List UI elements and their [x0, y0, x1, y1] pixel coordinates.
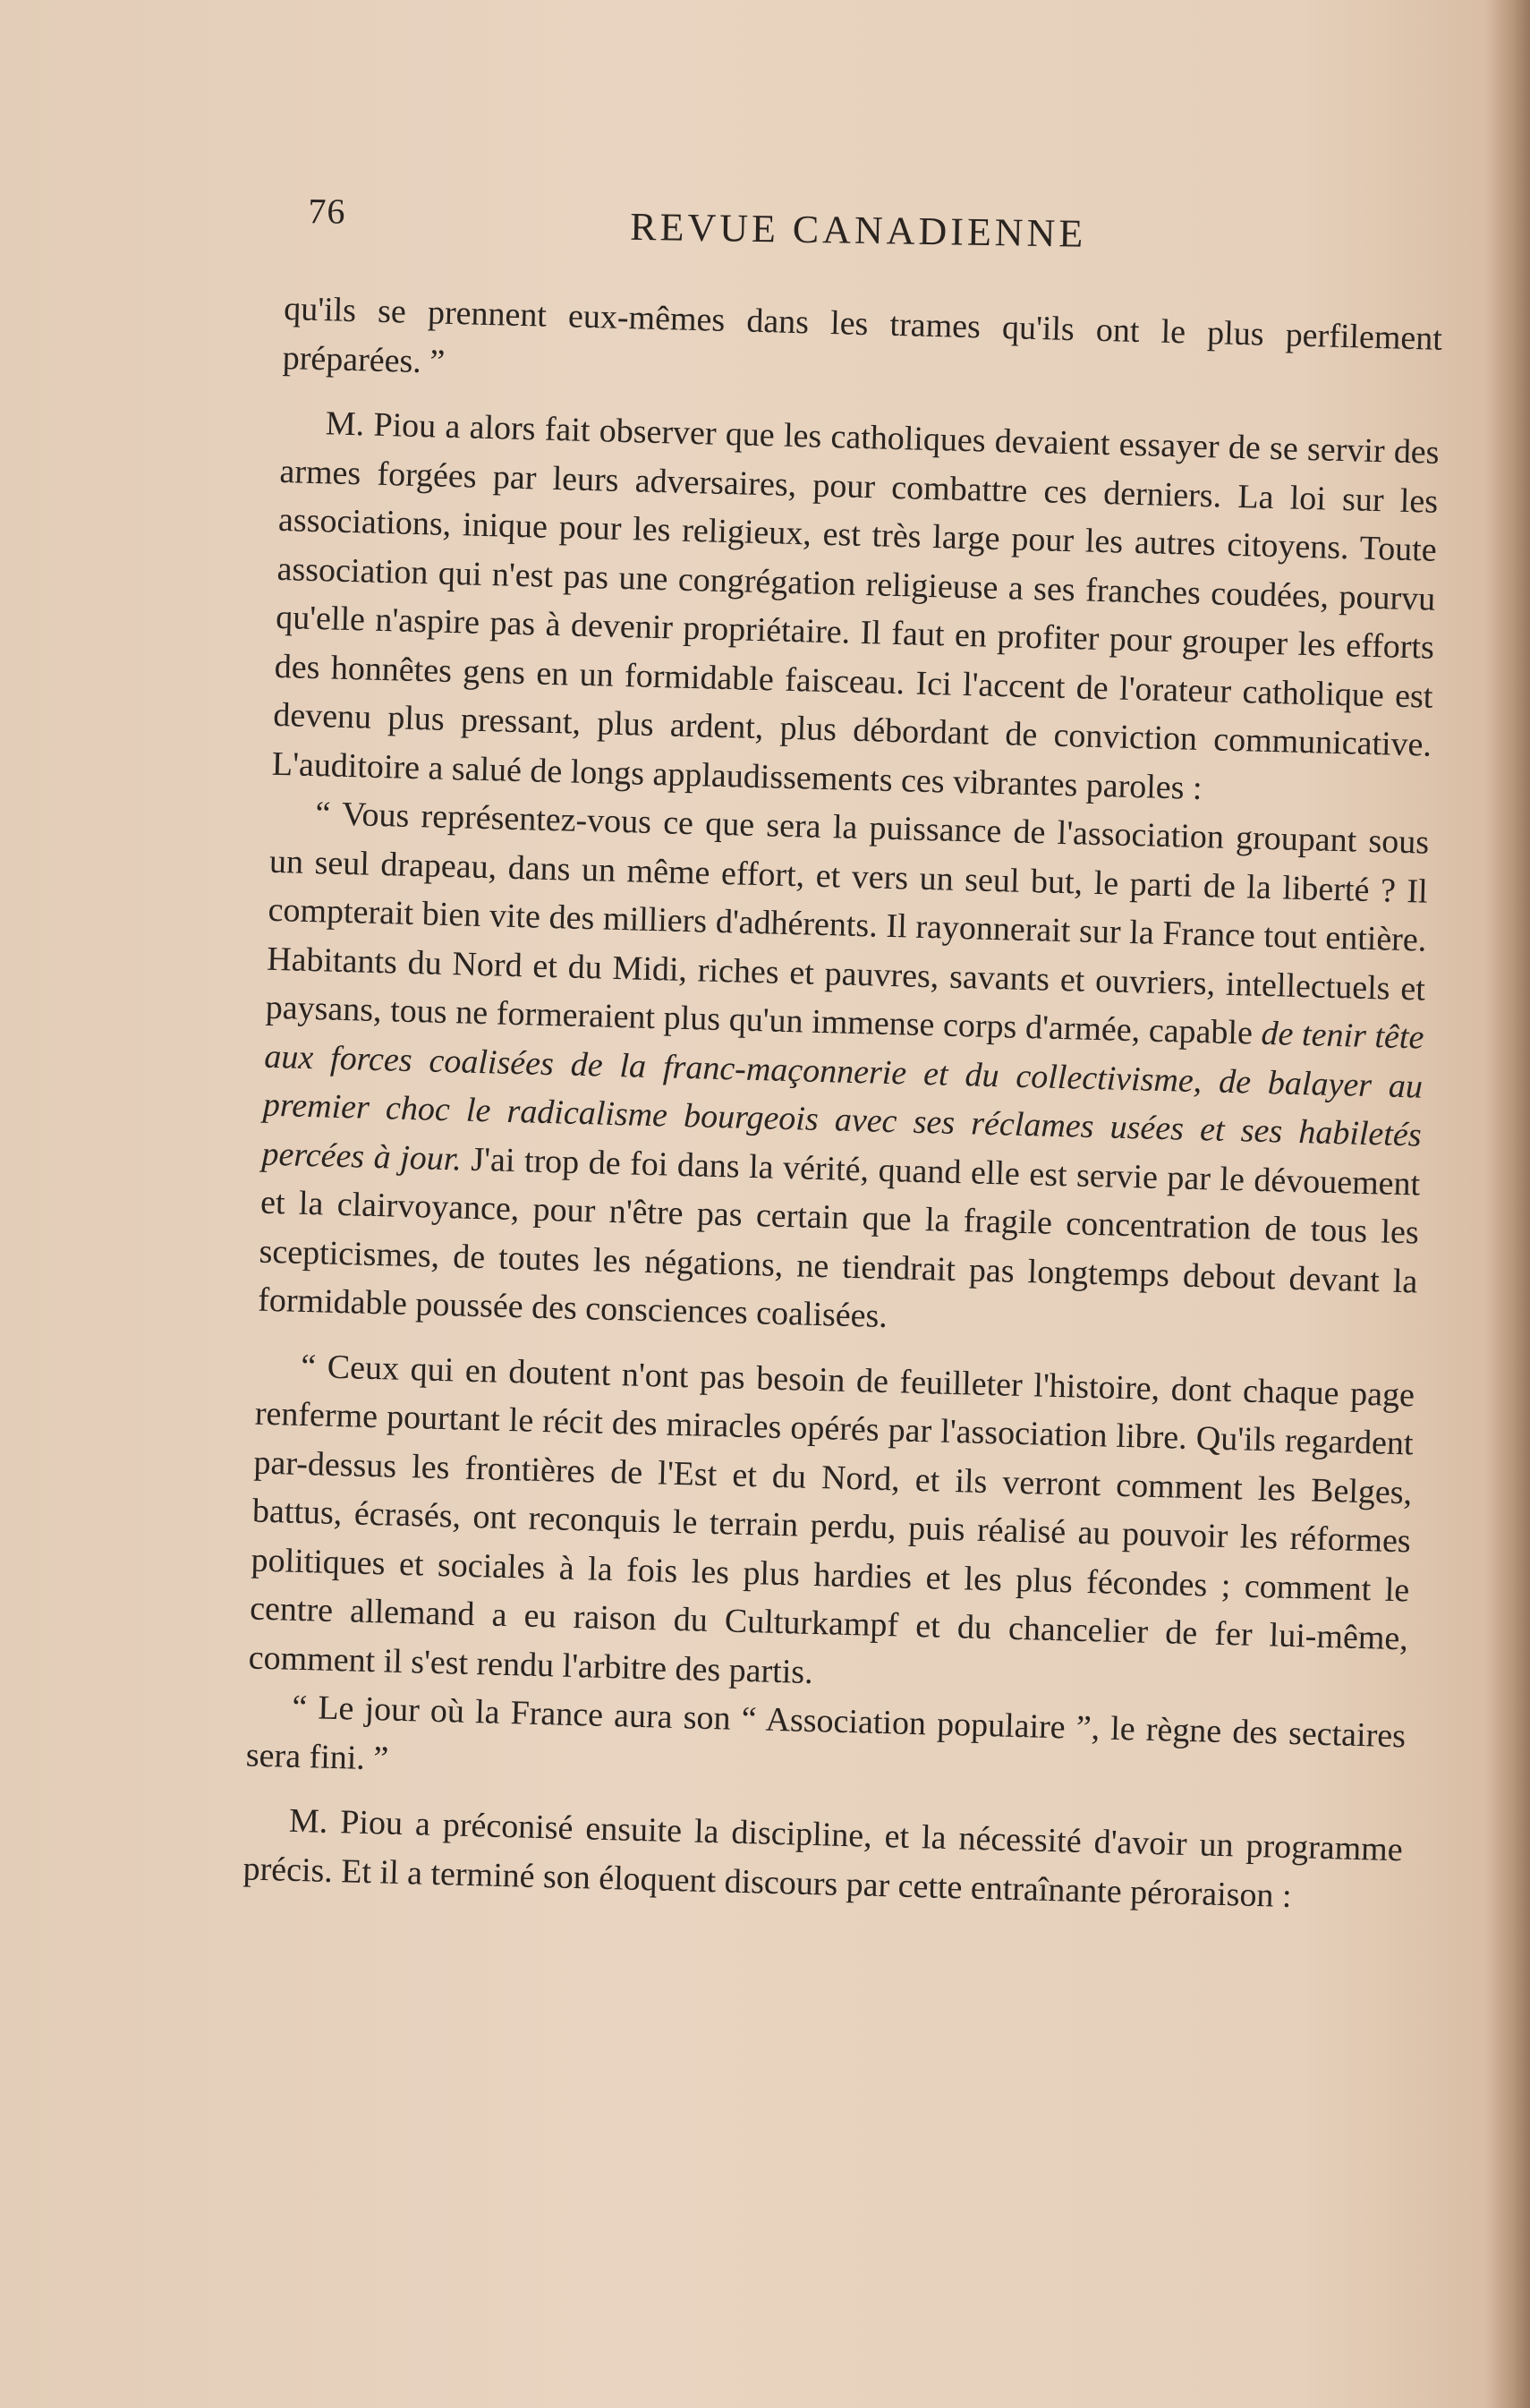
page-header: [303, 179, 1127, 263]
paragraph-1: qu'ils se prennent eux-mêmes dans les trames qu'ils ont le plus perfilement préparées. ”: [282, 289, 1443, 381]
running-title: REVUE CANADIENNE: [629, 204, 1087, 256]
body-text: [242, 285, 1443, 1923]
page-number: 76: [308, 191, 346, 232]
paragraph-2: M. Piou a alors fait observer que les catholiques devaient essayer de se servir des armes forgées par leurs adversaires, pour combattre ces derniers. La loi sur les associations, inique pour les religieux, est très large pour les autres citoyens. Toute association qui n'est pas une congrégation religieuse a ses franches coudées, pourvu qu'elle n'aspire pas à devenir propriétaire. Il faut en profiter pour grouper les efforts des honnêtes gens en un formidable faisceau. Ici l'accent de l'orateur catholique est devenu plus pressant, plus ardent, plus débordant de conviction communicative. L'auditoire a salué de longs applaudissements ces vibrantes paroles :: [271, 404, 1441, 807]
paragraph-4: “ Ceux qui en doutent n'ont pas besoin de feuilleter l'histoire, dont chaque page renferme pourtant le récit des miracles opérés par l'association libre. Qu'ils regardent par-dessus les frontières de l'Est et du Nord, et ils verront comment les Belges, battus, écrasés, ont reconquis le terrain perdu, puis réalisé au pouvoir les réformes politiques et sociales à la fois les plus hardies et les plus fécondes ; comment le centre allemand a eu raison du Culturkampf et du chancelier de fer lui-même, comment il s'est rendu l'arbitre des partis.: [248, 1347, 1415, 1691]
paragraph-3: [258, 788, 1430, 1355]
paragraph-3-text-start: “ Vous représentez-vous ce que sera la puissance de l'association groupant sous un seul drapeau, dans un même effort, et vers un seul but, le parti de la liberté ? Il compterait bien vite des milliers d'adhérents. Il rayonnerait sur la France tout entière. Habitants du Nord et du Midi, riches et pauvres, savants et ouvriers, intellectuels et paysans, tous ne formeraient plus qu'un immense corps d'armée, capable: [265, 795, 1430, 1052]
paragraph-5: “ Le jour où la France aura son “ Association populaire ”, le règne des sectaires sera fini. ”: [245, 1688, 1407, 1778]
paragraph-3-text-end: J'ai trop de foi dans la vérité, quand elle est servie par le dévouement et la clairvoyance, pour n'être pas certain que la fragile concentration de tous les scepticismes, de toutes les négations, ne tiendrait pas longtemps debout devant la formidable poussée des consciences coalisées.: [257, 1140, 1421, 1336]
paragraph-3-italic-text: de tenir tête aux forces coalisées de la franc-maçonnerie et du collectivisme, de balayer au premier choc le radicalisme bourgeois avec ses réclames usées et ses habiletés percées à jour.: [261, 1014, 1424, 1178]
page-edge-shadow: [1485, 0, 1530, 2408]
paragraph-6: M. Piou a préconisé ensuite la discipline, et la nécessité d'avoir un programme précis. Et il a terminé son éloquent discours par cette entraînante péroraison :: [242, 1801, 1404, 1915]
